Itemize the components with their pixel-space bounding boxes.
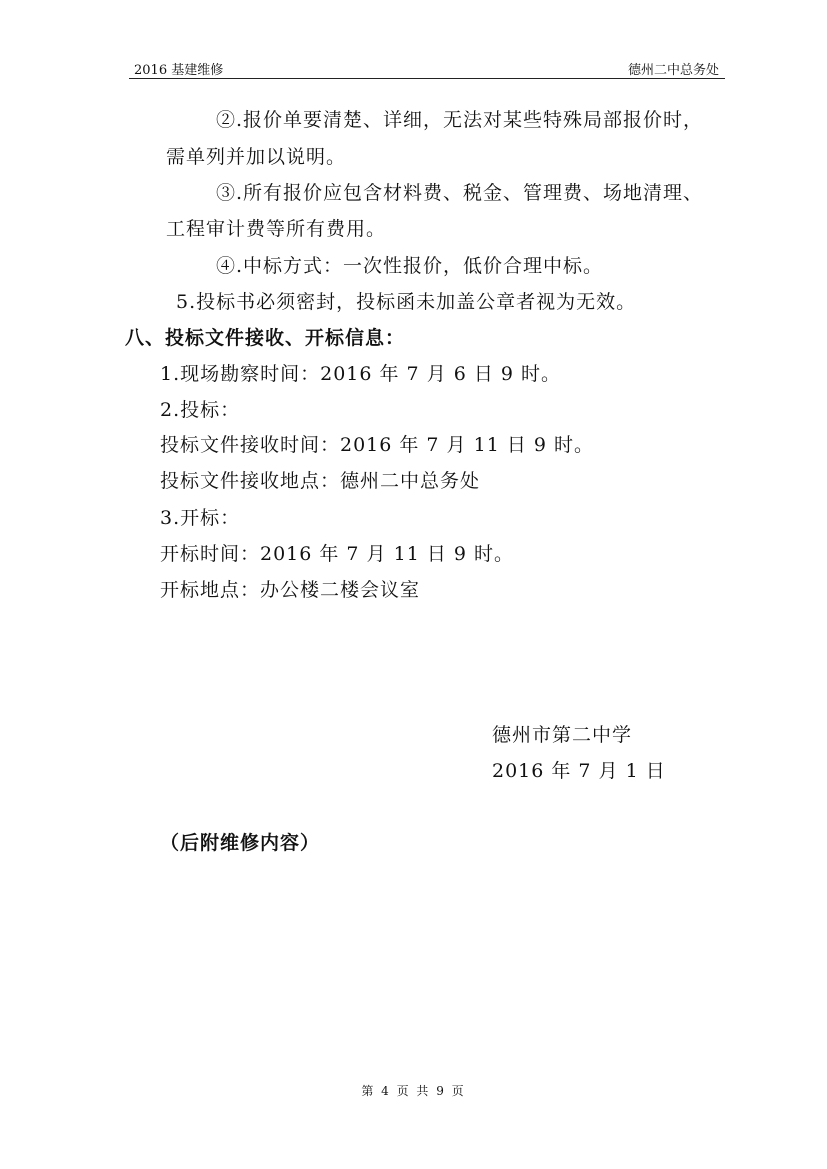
- item3-line1: ③.所有报价应包含材料费、税金、管理费、场地清理、: [216, 182, 704, 204]
- item2-line2: 需单列并加以说明。: [166, 146, 347, 168]
- header-title: 2016 基建维修: [134, 63, 224, 78]
- item5-line: 5.投标书必须密封，投标函未加盖公章者视为无效。: [176, 291, 637, 313]
- section8-line3: 投标文件接收时间：2016 年 7 月 11 日 9 时。: [160, 434, 594, 456]
- section8-heading: 八、投标文件接收、开标信息：: [125, 327, 406, 349]
- section8-line4: 投标文件接收地点：德州二中总务处: [160, 470, 481, 492]
- item4-line: ④.中标方式：一次性报价，低价合理中标。: [216, 255, 604, 277]
- attachment-note: （后附维修内容）: [160, 832, 321, 854]
- signature-org: 德州市第二中学: [492, 724, 633, 746]
- section8-line5: 3.开标：: [160, 507, 241, 529]
- section8-line1: 1.现场勘察时间：2016 年 7 月 6 日 9 时。: [160, 363, 562, 385]
- section8-line6: 开标时间：2016 年 7 月 11 日 9 时。: [160, 543, 514, 565]
- section8-line7: 开标地点：办公楼二楼会议室: [160, 579, 421, 601]
- signature-date: 2016 年 7 月 1 日: [492, 760, 666, 782]
- item3-line2: 工程审计费等所有费用。: [166, 218, 387, 240]
- page-footer: 第 4 页 共 9 页: [361, 1084, 466, 1098]
- header-department: 德州二中总务处: [627, 63, 719, 78]
- page-header: [129, 56, 725, 79]
- item2-line1: ②.报价单要清楚、详细，无法对某些特殊局部报价时，: [216, 109, 704, 131]
- section8-line2: 2.投标：: [160, 399, 241, 421]
